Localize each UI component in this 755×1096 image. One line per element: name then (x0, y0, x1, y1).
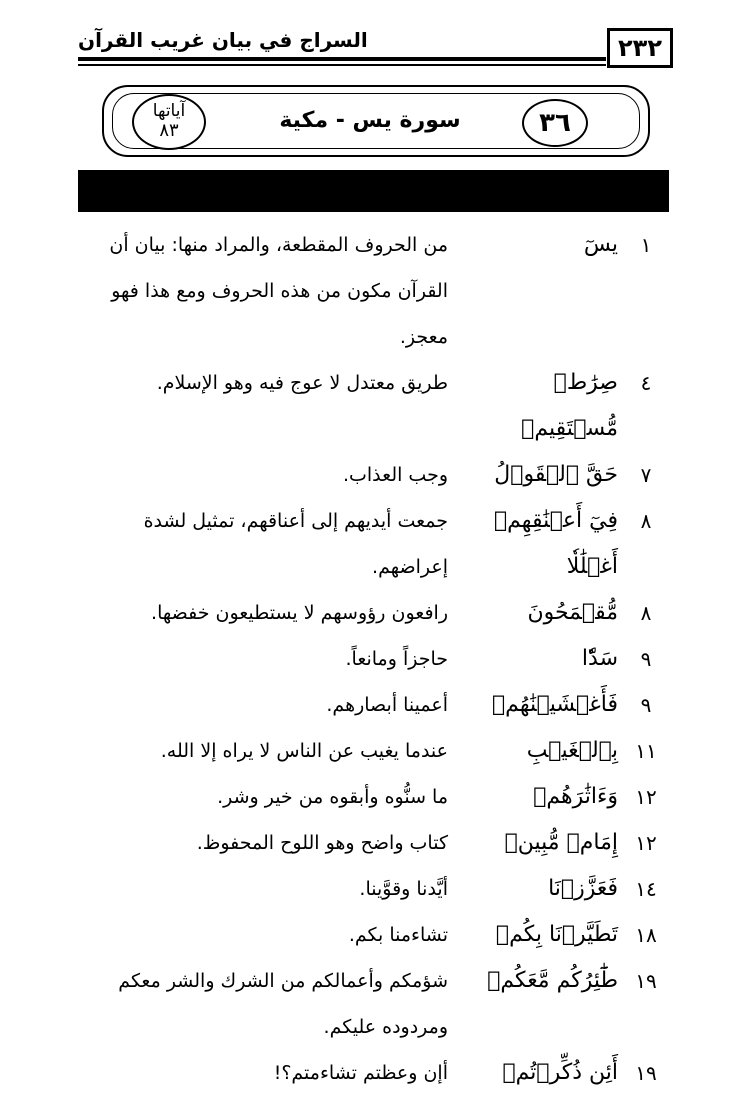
word-meaning: أإن وعظتم تشاءمتم؟! (273, 1062, 448, 1084)
glossary-entry (78, 360, 670, 452)
glossary-entry (78, 774, 670, 820)
ayah-number: ٩ (640, 647, 652, 671)
glossary-entry (78, 820, 670, 866)
quran-word: تَطَيَّرۡنَا بِكُمۡ (495, 922, 618, 947)
glossary-entry (78, 912, 670, 958)
word-meaning: رافعون رؤوسهم لا يستطيعون خفضها. (151, 602, 448, 624)
ayah-number: ٨ (640, 601, 652, 625)
quran-word: فَأَغۡشَيۡنَٰهُمۡ (491, 692, 618, 717)
quran-word: وَءَاثَٰرَهُمۡ (533, 784, 618, 809)
glossary-entry (78, 682, 670, 728)
ayah-number: ١ (640, 233, 652, 257)
word-meaning: جمعت أيديهم إلى أعناقهم، تمثيل لشدة إعراضهم. (143, 510, 448, 578)
header-rule-thin (78, 64, 606, 66)
book-title: السراج في بيان غريب القرآن (78, 28, 368, 52)
ayat-count-badge (132, 94, 206, 150)
ayah-number: ٩ (640, 693, 652, 717)
quran-word: يسٓ (583, 232, 618, 257)
page-number: ٢٣٢ (607, 28, 673, 68)
ayah-number: ١٨ (635, 923, 657, 947)
glossary-entry (78, 590, 670, 636)
word-meaning: طريق معتدل لا عوج فيه وهو الإسلام. (156, 372, 448, 394)
quran-word: طَٰٓئِرُكُم مَّعَكُمۡ (487, 968, 618, 993)
glossary-entry (78, 1050, 670, 1096)
ayah-number: ٨ (640, 509, 652, 533)
section-bar (78, 170, 669, 212)
quran-word: أَئِن ذُكِّرۡتُمۚ (502, 1060, 618, 1085)
header-rule-thick (78, 57, 606, 61)
quran-word: سَدّٗا (581, 646, 618, 671)
word-meaning: شؤمكم وأعمالكم من الشرك والشر معكم ومردوده عليكم. (118, 970, 448, 1038)
surah-title: سورة يس - مكية (279, 108, 461, 133)
word-meaning: ما سنُّوه وأبقوه من خير وشر. (217, 786, 448, 808)
surah-number: ٣٦ (522, 99, 588, 147)
word-meaning: وجب العذاب. (342, 464, 448, 486)
quran-word: فِيٓ أَعۡنَٰقِهِمۡ أَغۡلَٰلٗا (493, 508, 618, 579)
word-meaning: حاجزاً ومانعاً. (345, 648, 448, 670)
quran-word: مُّقۡمَحُونَ (527, 600, 618, 625)
quran-word: فَعَزَّزۡنَا (548, 876, 618, 901)
glossary-entry (78, 728, 670, 774)
ayat-label: آياتها (152, 100, 186, 121)
quran-word: حَقَّ ٱلۡقَوۡلُ (494, 462, 618, 487)
ayah-number: ١٤ (635, 877, 657, 901)
ayah-number: ٤ (640, 371, 652, 395)
glossary-entry (78, 636, 670, 682)
ayah-number: ١٩ (635, 969, 657, 993)
ayat-count: ٨٣ (159, 120, 179, 142)
word-meaning: أعمينا أبصارهم. (326, 694, 448, 716)
word-meaning: من الحروف المقطعة، والمراد منها: بيان أن القرآن مكون من هذه الحروف ومع هذا فهو معجز. (109, 234, 448, 348)
quran-word: بِٱلۡغَيۡبِ (526, 738, 618, 763)
ayah-number: ١٢ (635, 785, 657, 809)
glossary-entry (78, 452, 670, 498)
ayah-number: ١٩ (635, 1061, 657, 1085)
glossary-entry (78, 222, 670, 360)
glossary-entry (78, 958, 670, 1050)
ayah-number: ٧ (640, 463, 652, 487)
glossary-entry (78, 498, 670, 590)
word-meaning: أيَّدنا وقوَّينا. (359, 878, 448, 900)
ayah-number: ١١ (635, 739, 657, 763)
word-meaning: كتاب واضح وهو اللوح المحفوظ. (196, 832, 448, 854)
ayah-number: ١٢ (635, 831, 657, 855)
word-meaning: عندما يغيب عن الناس لا يراه إلا الله. (160, 740, 448, 762)
glossary-list (78, 222, 670, 1096)
quran-word: إِمَامٖ مُّبِينٖ (504, 830, 618, 855)
glossary-entry (78, 866, 670, 912)
word-meaning: تشاءمنا بكم. (348, 924, 448, 946)
quran-word: صِرَٰطٖ مُّسۡتَقِيمٖ (521, 370, 618, 441)
